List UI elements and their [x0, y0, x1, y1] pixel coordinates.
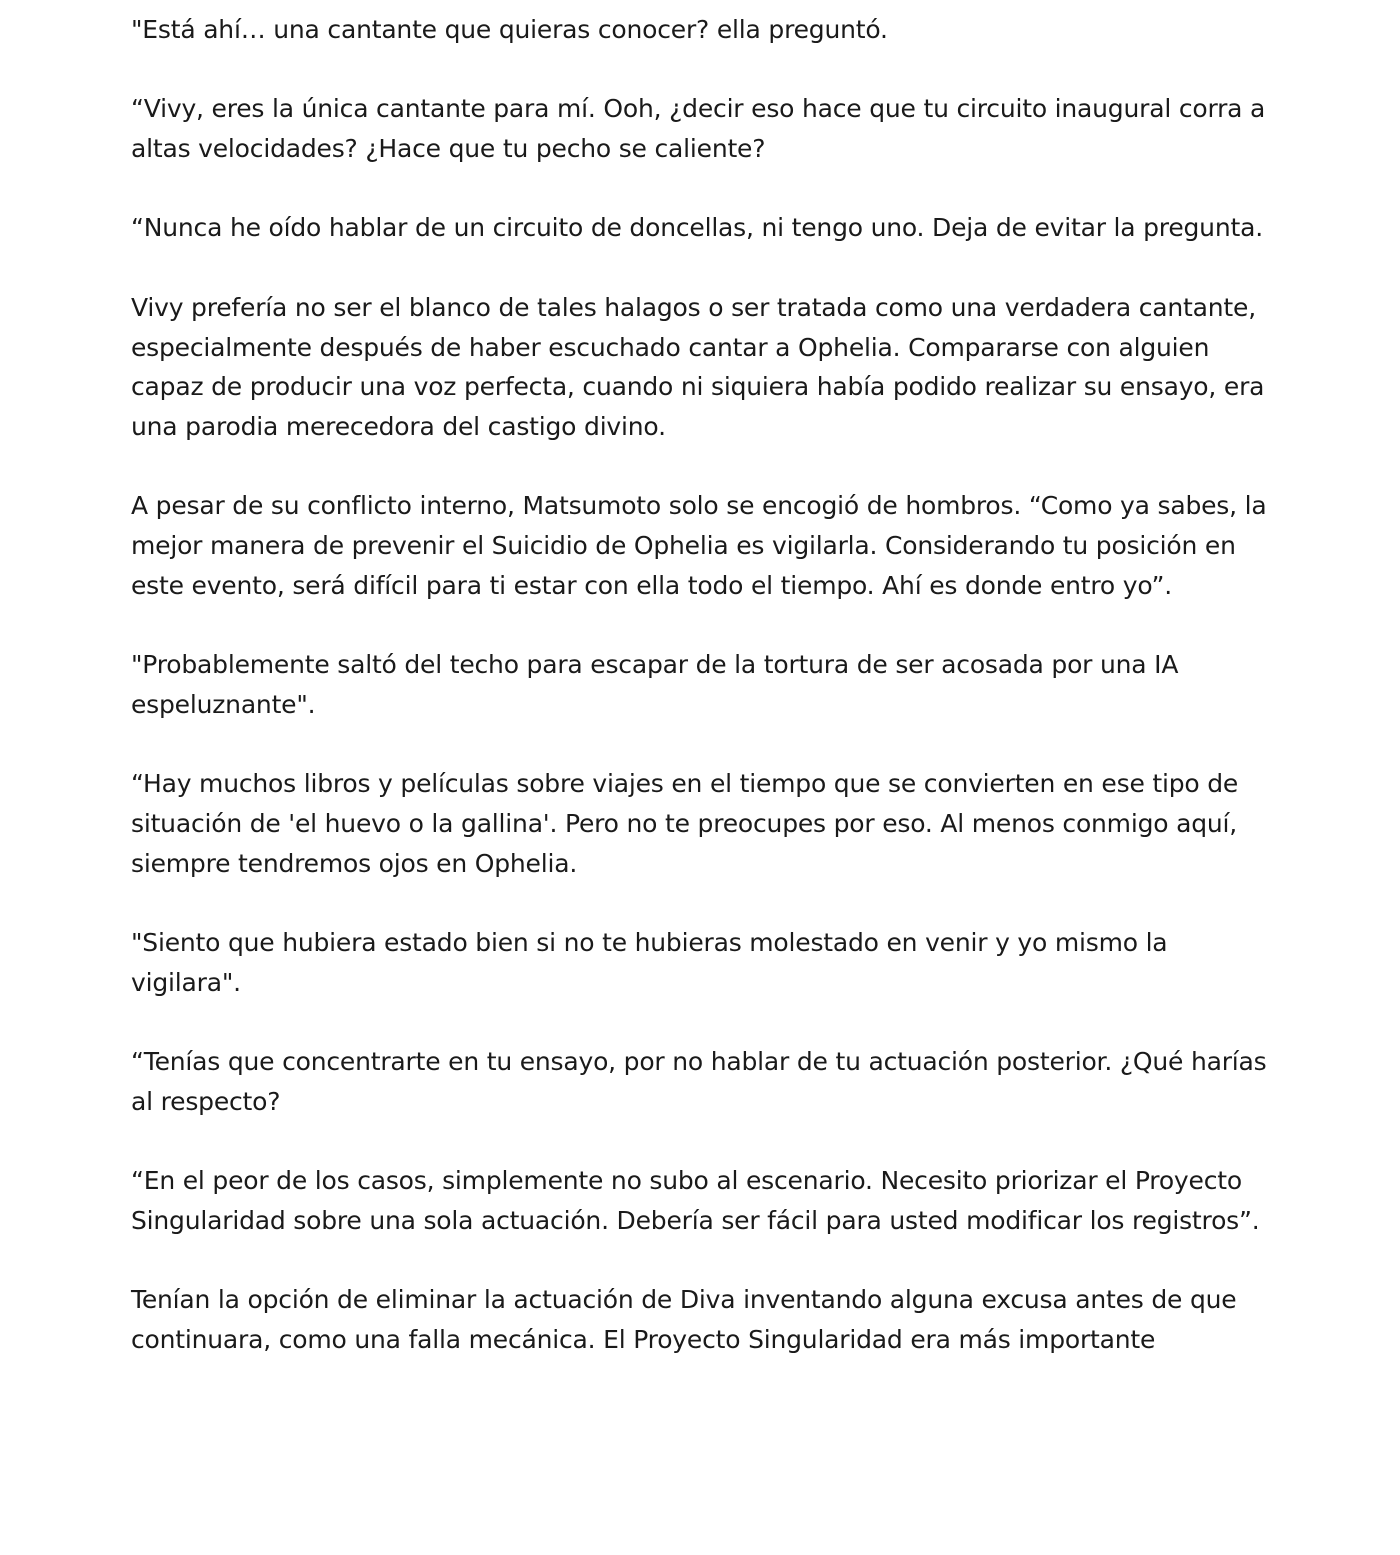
paragraph-3: “Nunca he oído hablar de un circuito de doncellas, ni tengo uno. Deja de evitar la pregunta. [131, 213, 1263, 243]
paragraph-8: "Siento que hubiera estado bien si no te hubieras molestado en venir y yo mismo la vigilara". [131, 928, 1168, 997]
paragraph-1: "Está ahí… una cantante que quieras conocer? ella preguntó. [131, 15, 888, 44]
paragraph-9: “Tenías que concentrarte en tu ensayo, por no hablar de tu actuación posterior. ¿Qué harías al respecto? [131, 1047, 1267, 1116]
paragraph-10: “En el peor de los casos, simplemente no subo al escenario. Necesito priorizar el Proyecto Singularidad sobre una sola actuación. Debería ser fácil para usted modificar los registros”. [131, 1166, 1260, 1235]
paragraph-2: “Vivy, eres la única cantante para mí. Ooh, ¿decir eso hace que tu circuito inaugural corra a altas velocidades? ¿Hace que tu pecho se caliente? [131, 94, 1266, 164]
paragraph-4: Vivy prefería no ser el blanco de tales halagos o ser tratada como una verdadera cantante, especialmente después de haber escuchado cantar a Ophelia. Compararse con alguien capaz de producir una voz perfecta, cuando ni siquiera había podido realizar su ensayo, era una parodia merecedora del castigo divino. [131, 292, 1265, 441]
paragraph-6: "Probablemente saltó del techo para escapar de la tortura de ser acosada por una IA espeluznante". [131, 650, 1179, 719]
document-body [131, 10, 1281, 1399]
paragraph-5: A pesar de su conflicto interno, Matsumoto solo se encogió de hombros. “Como ya sabes, la mejor manera de prevenir el Suicidio de Ophelia es vigilarla. Considerando tu posición en este evento, será difícil para ti estar con ella todo el tiempo. Ahí es donde entro yo”. [131, 491, 1267, 600]
paragraph-7: “Hay muchos libros y películas sobre viajes en el tiempo que se convierten en ese tipo de situación de 'el huevo o la gallina'. Pero no te preocupes por eso. Al menos conmigo aquí, siempre tendremos ojos en Ophelia. [131, 769, 1239, 878]
paragraph-11: Tenían la opción de eliminar la actuación de Diva inventando alguna excusa antes de que continuara, como una falla mecánica. El Proyecto Singularidad era más importante [131, 1285, 1237, 1355]
